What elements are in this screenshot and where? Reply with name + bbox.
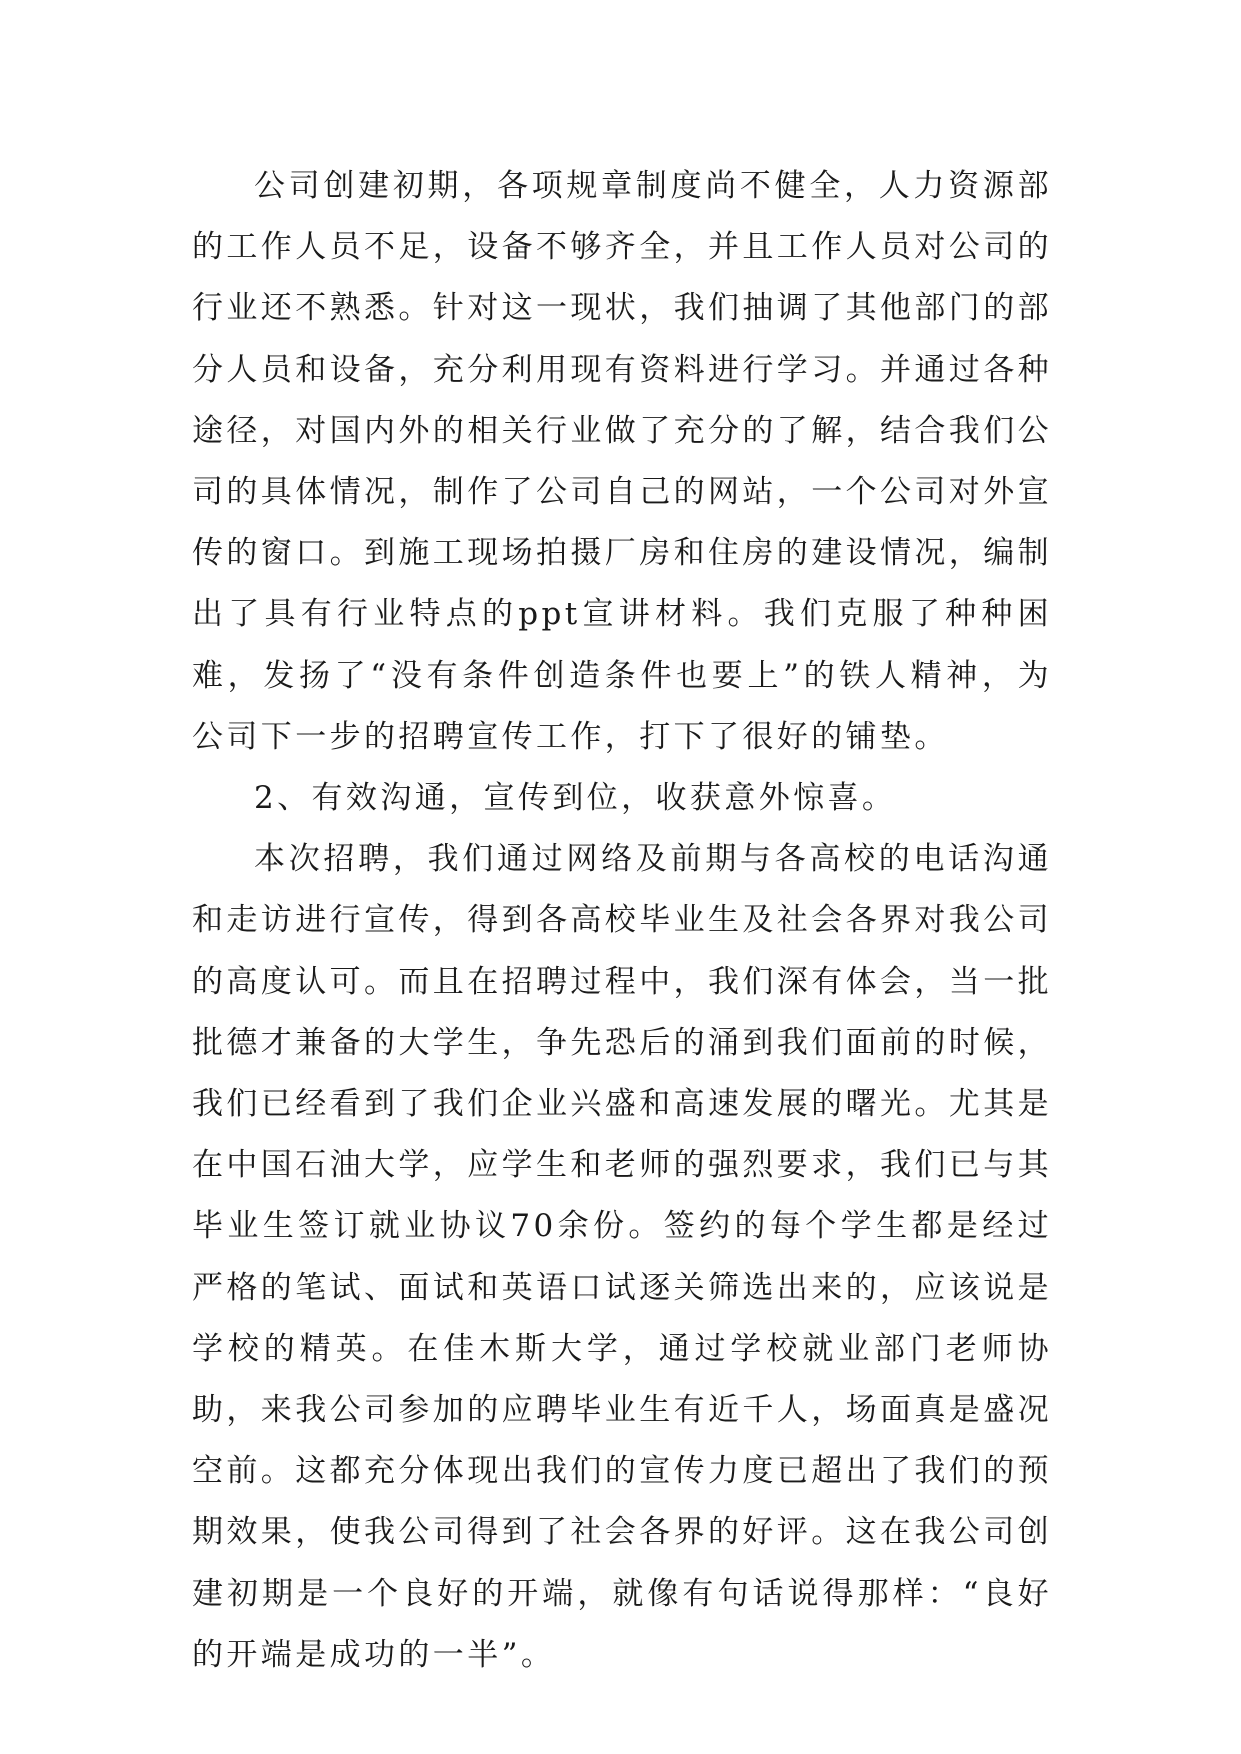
section-heading-effective-communication: 2、有效沟通，宣传到位，收获意外惊喜。	[254, 780, 897, 817]
document-body	[192, 156, 1052, 1686]
paragraph-recruitment-results: 本次招聘，我们通过网络及前期与各高校的电话沟通和走访进行宣传，得到各高校毕业生及社会各界对我公司的高度认可。而且在招聘过程中，我们深有体会，当一批批德才兼备的大学生，争先恐后的涌到我们面前的时候，我们已经看到了我们企业兴盛和高速发展的曙光。尤其是在中国石油大学，应学生和老师的强烈要求，我们已与其毕业生签订就业协议70余份。签约的每个学生都是经过严格的笔试、面试和英语口试逐关筛选出来的，应该说是学校的精英。在佳木斯大学，通过学校就业部门老师协助，来我公司参加的应聘毕业生有近千人，场面真是盛况空前。这都充分体现出我们的宣传力度已超出了我们的预期效果，使我公司得到了社会各界的好评。这在我公司创建初期是一个良好的开端，就像有句话说得那样：“良好的开端是成功的一半”。	[192, 841, 1052, 1673]
paragraph-company-early-stage: 公司创建初期，各项规章制度尚不健全，人力资源部的工作人员不足，设备不够齐全，并且工作人员对公司的行业还不熟悉。针对这一现状，我们抽调了其他部门的部分人员和设备，充分利用现有资料进行学习。并通过各种途径，对国内外的相关行业做了充分的了解，结合我们公司的具体情况，制作了公司自己的网站，一个公司对外宣传的窗口。到施工现场拍摄厂房和住房的建设情况，编制出了具有行业特点的ppt宣讲材料。我们克服了种种困难，发扬了“没有条件创造条件也要上”的铁人精神，为公司下一步的招聘宣传工作，打下了很好的铺垫。	[192, 168, 1052, 755]
